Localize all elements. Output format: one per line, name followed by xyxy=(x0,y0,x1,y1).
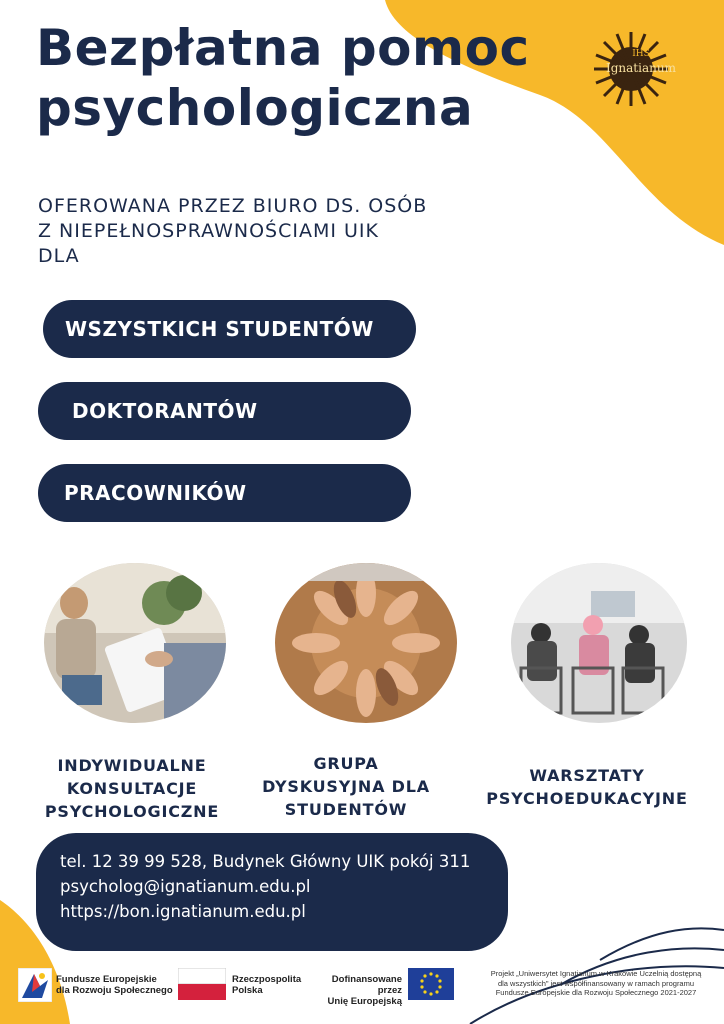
caption-line: KONSULTACJE xyxy=(66,779,198,798)
audience-label: DOKTORANTÓW xyxy=(72,399,258,423)
service-caption-discussion-group xyxy=(254,752,438,821)
hands-circle-photo xyxy=(275,563,457,723)
fe-line-1: Fundusze Europejskie xyxy=(56,974,157,985)
caption-line: PSYCHOLOGICZNE xyxy=(44,802,220,821)
logo-main-text: Ignatianum xyxy=(606,61,676,75)
intro-text xyxy=(38,194,427,269)
caption-line: DYSKUSYJNA DLA xyxy=(262,777,430,796)
caption-line: WARSZTATY xyxy=(529,766,645,785)
audience-pill-doctoral xyxy=(38,382,411,440)
caption-line: STUDENTÓW xyxy=(284,800,408,819)
ue-label xyxy=(314,974,402,1007)
audience-label: PRACOWNIKÓW xyxy=(64,481,247,505)
note-line-1: Projekt „Uniwersytet Ignatianum w Krakowie Uczelnią dostępną xyxy=(490,969,702,978)
note-line-2: dla wszystkich" jest współfinansowany w ramach programu xyxy=(497,978,695,988)
rp-label xyxy=(232,974,301,996)
contact-url[interactable]: https://bon.ignatianum.edu.pl xyxy=(60,902,306,921)
intro-line-3: DLA xyxy=(38,245,80,267)
caption-line: INDYWIDUALNE xyxy=(57,756,207,775)
title-line-2: psychologiczna xyxy=(36,79,474,137)
note-line-3: Fundusze Europejskie dla Rozwoju Społecznego 2021-2027 xyxy=(495,988,697,997)
therapy-session-photo xyxy=(44,563,226,723)
eu-flag-icon xyxy=(408,968,454,1000)
logo-top-text: IHS xyxy=(632,49,650,59)
caption-line: PSYCHOEDUKACYJNE xyxy=(486,789,688,808)
polish-flag-icon xyxy=(178,968,226,1000)
rp-line-1: Rzeczpospolita xyxy=(232,974,302,985)
audience-label: WSZYSTKICH STUDENTÓW xyxy=(65,317,374,341)
page-title xyxy=(36,18,530,138)
audience-pill-students xyxy=(43,300,416,358)
logo-text xyxy=(606,47,676,75)
service-caption-workshops xyxy=(474,764,700,810)
contact-box xyxy=(36,833,508,951)
workshop-photo xyxy=(511,563,687,723)
project-note xyxy=(474,969,718,998)
fe-line-2: dla Rozwoju Społecznego xyxy=(56,985,173,996)
caption-line: GRUPA xyxy=(313,754,379,773)
contact-phone: tel. 12 39 99 528, Budynek Główny UIK pokój 311 xyxy=(60,852,471,871)
fundusze-europejskie-logo xyxy=(18,968,52,1002)
audience-pill-staff xyxy=(38,464,411,522)
fe-label xyxy=(56,974,173,996)
ue-line-2: Unię Europejską xyxy=(327,996,402,1007)
title-line-1: Bezpłatna pomoc xyxy=(36,19,530,77)
service-caption-consultations xyxy=(36,754,228,823)
ue-line-1: Dofinansowane przez xyxy=(331,974,402,996)
intro-line-1: OFEROWANA PRZEZ BIURO DS. OSÓB xyxy=(38,195,428,217)
rp-line-2: Polska xyxy=(232,985,263,996)
intro-line-2: Z NIEPEŁNOSPRAWNOŚCIAMI UIK xyxy=(38,220,379,242)
contact-email[interactable]: psycholog@ignatianum.edu.pl xyxy=(60,877,311,896)
